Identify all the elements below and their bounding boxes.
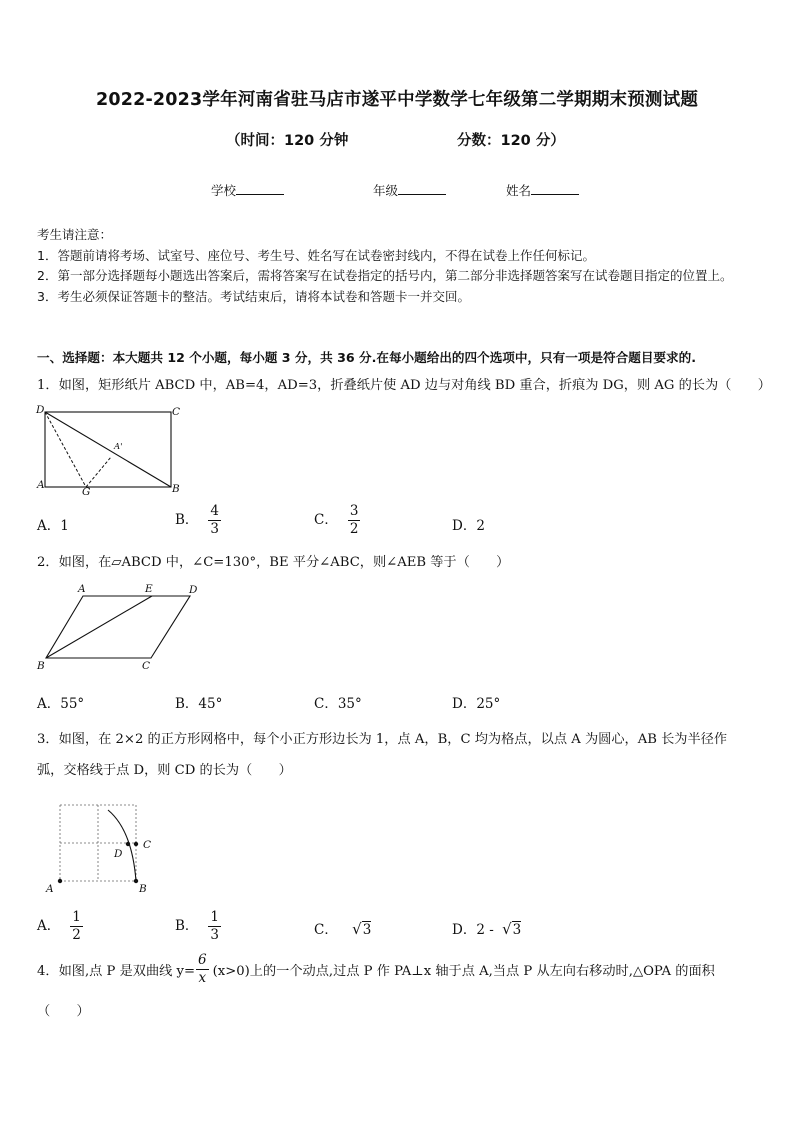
exam-time: （时间：120 分钟: [226, 133, 349, 149]
label-a: A: [37, 479, 45, 491]
label-c: C: [142, 660, 151, 672]
option-letter: C．: [314, 922, 338, 938]
numerator: 1: [72, 909, 81, 925]
grade-blank: [398, 182, 446, 195]
numerator: 4: [210, 503, 220, 519]
exam-score: 分数：120 分）: [457, 133, 565, 149]
option-letter: A．: [37, 918, 61, 934]
point-d: [126, 842, 130, 846]
question-2-figure: [34, 579, 206, 673]
q3-option-d: [452, 918, 521, 938]
numerator: 1: [210, 909, 220, 925]
q3-option-c: [314, 918, 371, 938]
numerator: 3: [349, 503, 359, 519]
option-letter: C．: [314, 512, 338, 528]
diagonal-bd: [45, 412, 171, 487]
label-a: A: [46, 883, 54, 895]
arc: [108, 810, 136, 881]
denominator: 3: [210, 927, 220, 943]
q1-option-a: A．1: [37, 518, 69, 534]
page-title: 2022-2023学年河南省驻马店市遂平中学数学七年级第二学期期末预测试题: [95, 90, 699, 110]
instruction-item: 1．答题前请将考场、试室号、座位号、考生号、姓名写在试卷密封线内，不得在试卷上作任何标记。: [37, 247, 595, 263]
numerator: 6: [198, 952, 207, 968]
q1-option-d: D．2: [452, 518, 485, 534]
instruction-item: 3．考生必须保证答题卡的整洁。考试结束后，请将本试卷和答题卡一并交回。: [37, 288, 470, 304]
denominator: 2: [72, 927, 81, 943]
section-heading: 一、选择题：本大题共 12 个小题，每小题 3 分，共 36 分.在每小题给出的四个选项中，只有一项是符合题目要求的.: [37, 350, 697, 365]
stem-text: (x>0)上的一个动点,过点 P 作 PA⊥x 轴于点 A,当点 P 从左向右移动时,△OPA 的面积: [212, 964, 715, 979]
fraction: [196, 952, 209, 987]
name-label: 姓名: [506, 183, 532, 198]
label-d: D: [36, 404, 45, 416]
question-3-figure: [40, 800, 160, 896]
option-letter: B．: [175, 918, 199, 934]
fold-line-dg: [45, 412, 86, 487]
question-4-stem: [37, 952, 715, 987]
label-b: B: [37, 660, 45, 672]
stem-text: 4．如图,点 P 是双曲线 y=: [37, 964, 196, 979]
label-c: C: [143, 839, 152, 851]
fraction: [70, 909, 83, 944]
q2-option-a: A．55°: [37, 696, 85, 712]
parallelogram-abcd: [46, 596, 190, 658]
q2-option-b: B．45°: [175, 696, 223, 712]
label-c: C: [172, 406, 181, 418]
fraction: [348, 503, 361, 538]
point-a: [58, 879, 62, 883]
grade-label: 年级: [373, 183, 399, 198]
sqrt-expression: √ 3: [352, 920, 372, 938]
option-letter: B．: [175, 512, 199, 528]
fraction: [208, 909, 221, 944]
sqrt-argument: 3: [512, 922, 522, 938]
grid: [60, 805, 136, 881]
instructions-heading: 考生请注意：: [37, 227, 113, 242]
question-1-figure: [34, 402, 194, 498]
q2-option-c: C．35°: [314, 696, 362, 712]
label-b: B: [139, 883, 147, 895]
label-d: D: [189, 584, 198, 596]
label-a-prime: A': [114, 442, 123, 452]
q3-option-b: [175, 909, 221, 944]
point-b: [134, 879, 138, 883]
name-field: [506, 181, 579, 199]
q1-option-c: [314, 503, 360, 538]
q2-option-d: D．25°: [452, 696, 501, 712]
grade-field: [373, 181, 446, 199]
label-g: G: [82, 486, 91, 498]
segment-ga: [86, 457, 111, 487]
q3-option-a: [37, 909, 83, 944]
instruction-item: 2．第一部分选择题每小题选出答案后，需将答案写在试卷指定的括号内，第二部分非选择题答案写在试卷题目指定的位置上。: [37, 268, 733, 283]
school-blank: [236, 182, 284, 195]
sqrt-argument: 3: [362, 922, 372, 938]
q1-option-b: [175, 503, 221, 538]
question-2-stem: 2．如图，在▱ABCD 中，∠C=130°，BE 平分∠ABC，则∠AEB 等于（ ）: [37, 555, 510, 570]
fraction: [208, 503, 221, 538]
denominator: 2: [349, 521, 359, 537]
label-d: D: [114, 848, 123, 860]
option-letter: D．2 -: [452, 922, 494, 938]
point-c: [134, 842, 138, 846]
label-e: E: [145, 583, 153, 595]
denominator: x: [198, 970, 207, 986]
instructions: [37, 225, 762, 307]
name-blank: [531, 182, 579, 195]
sqrt-expression: √ 3: [502, 920, 522, 938]
question-3-stem-line1: 3．如图，在 2×2 的正方形网格中，每个小正方形边长为 1，点 A，B，C 均为格点，以点 A 为圆心，AB 长为半径作: [37, 732, 728, 747]
label-b: B: [172, 483, 180, 495]
question-1-stem: 1．如图，矩形纸片 ABCD 中，AB=4，AD=3，折叠纸片使 AD 边与对角线 BD 重合，折痕为 DG，则 AG 的长为（ ）: [37, 378, 771, 393]
school-field: [211, 181, 284, 199]
question-3-stem-line2: 弧，交格线于点 D，则 CD 的长为（ ）: [37, 763, 292, 778]
segment-be: [46, 596, 152, 658]
label-a: A: [78, 583, 86, 595]
school-label: 学校: [211, 183, 237, 198]
question-4-paren: （ ）: [37, 1004, 90, 1019]
denominator: 3: [210, 521, 220, 537]
